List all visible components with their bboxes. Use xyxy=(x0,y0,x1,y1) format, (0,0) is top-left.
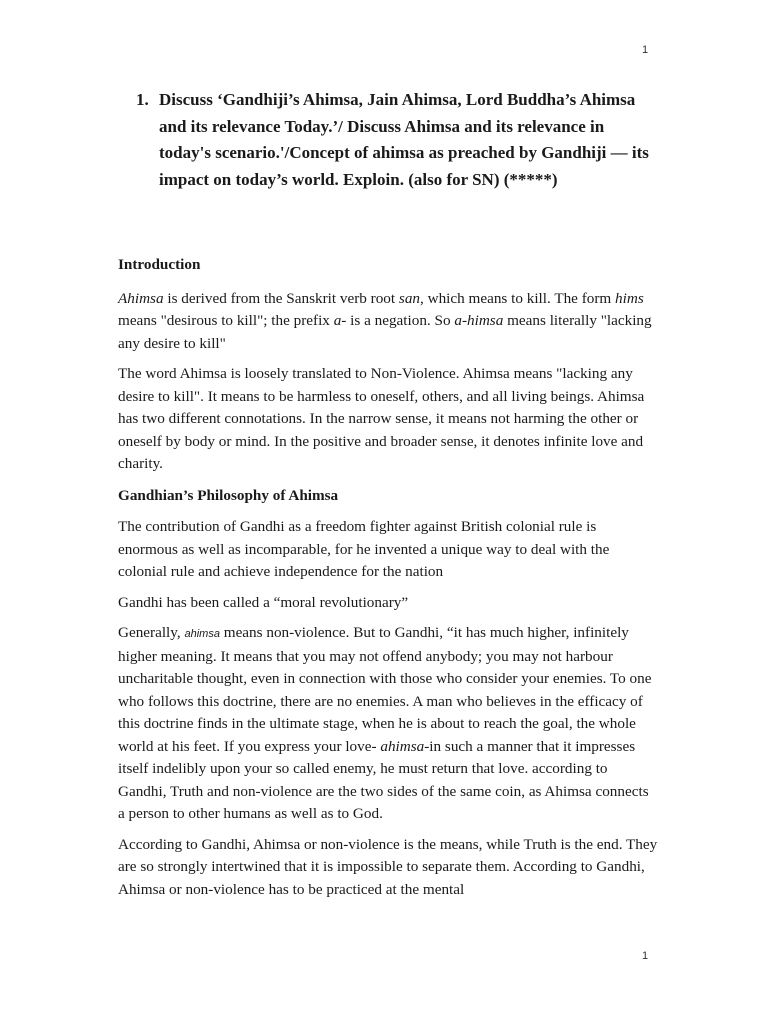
gandhian-paragraph-3 xyxy=(118,622,658,826)
question-number: 1. xyxy=(136,90,149,109)
gandhian-paragraph-4: According to Gandhi, Ahimsa or non-violence is the means, while Truth is the end. They are so strongly intertwined that it is impossible to separate them. According to Gandhi, Ahimsa or non-violence has to be practiced at the mental xyxy=(118,835,658,898)
text-run: means literally "lacking any desire to kill" xyxy=(118,312,652,352)
term-san: san xyxy=(398,289,421,307)
question-heading xyxy=(136,87,656,193)
text-run: means non-violence. But to Gandhi, “it has much higher, infinitely higher meaning. It means that you may not offend anybody; you may not harbour uncharitable thought, even in connection with those who consider your enemies. To one who follows this doctrine, there are no enemies. A man who believes in the efficacy of this doctrine finds in the ultimate stage, when he is about to reach the goal, the whole world at his feet. If you express your love- xyxy=(118,624,652,755)
term-ahimsa-small: ahimsa xyxy=(184,628,220,640)
gandhian-paragraph-2: Gandhi has been called a “moral revolutionary” xyxy=(118,593,409,611)
introduction-paragraph-1 xyxy=(118,288,658,356)
gandhian-philosophy-heading: Gandhian’s Philosophy of Ahimsa xyxy=(118,486,339,504)
term-a-himsa: a-himsa xyxy=(454,312,504,329)
text-run: means "desirous to kill"; the prefix xyxy=(118,312,334,329)
text-run: , which means to kill. The form xyxy=(420,289,616,307)
text-run: -in such a manner that it impresses itself indelibly upon your so called enemy, he must return that love. according to Gandhi, Truth and non-violence are the two sides of the same coin, as Ahimsa connects a person to other humans as well as to God. xyxy=(118,737,649,822)
term-ahimsa: Ahimsa xyxy=(118,289,164,307)
introduction-heading: Introduction xyxy=(118,256,201,273)
term-a-prefix: a- xyxy=(333,312,347,329)
question-text: Discuss ‘Gandhiji’s Ahimsa, Jain Ahimsa, Lord Buddha’s Ahimsa and its relevance Today.’/ Discuss Ahimsa and its relevance in today's scenario.'/Concept of ahimsa as preached by Gandhiji — its impact on today’s world. Exploin. (also for SN) (*****) xyxy=(159,90,649,189)
term-hims: hims xyxy=(615,289,644,307)
document-body xyxy=(118,254,658,909)
text-run: Generally, xyxy=(118,624,185,641)
page-number-top: 1 xyxy=(642,44,649,56)
text-run: is a negation. So xyxy=(346,312,455,329)
text-run: is derived from the Sanskrit verb root xyxy=(163,289,399,307)
introduction-paragraph-2: The word Ahimsa is loosely translated to Non-Violence. Ahimsa means "lacking any desire to kill". It means to be harmless to oneself, others, and all living beings. Ahimsa has two different connotations. In the narrow sense, it means not harming the other or oneself by body or mind. In the positive and broader sense, it denotes infinite love and charity. xyxy=(118,365,645,472)
term-ahimsa-italic: ahimsa xyxy=(380,737,425,755)
gandhian-paragraph-1: The contribution of Gandhi as a freedom fighter against British colonial rule is enormous as well as incomparable, for he invented a unique way to deal with the colonial rule and achieve independence for the nation xyxy=(118,518,610,580)
page-number-bottom: 1 xyxy=(642,950,649,962)
